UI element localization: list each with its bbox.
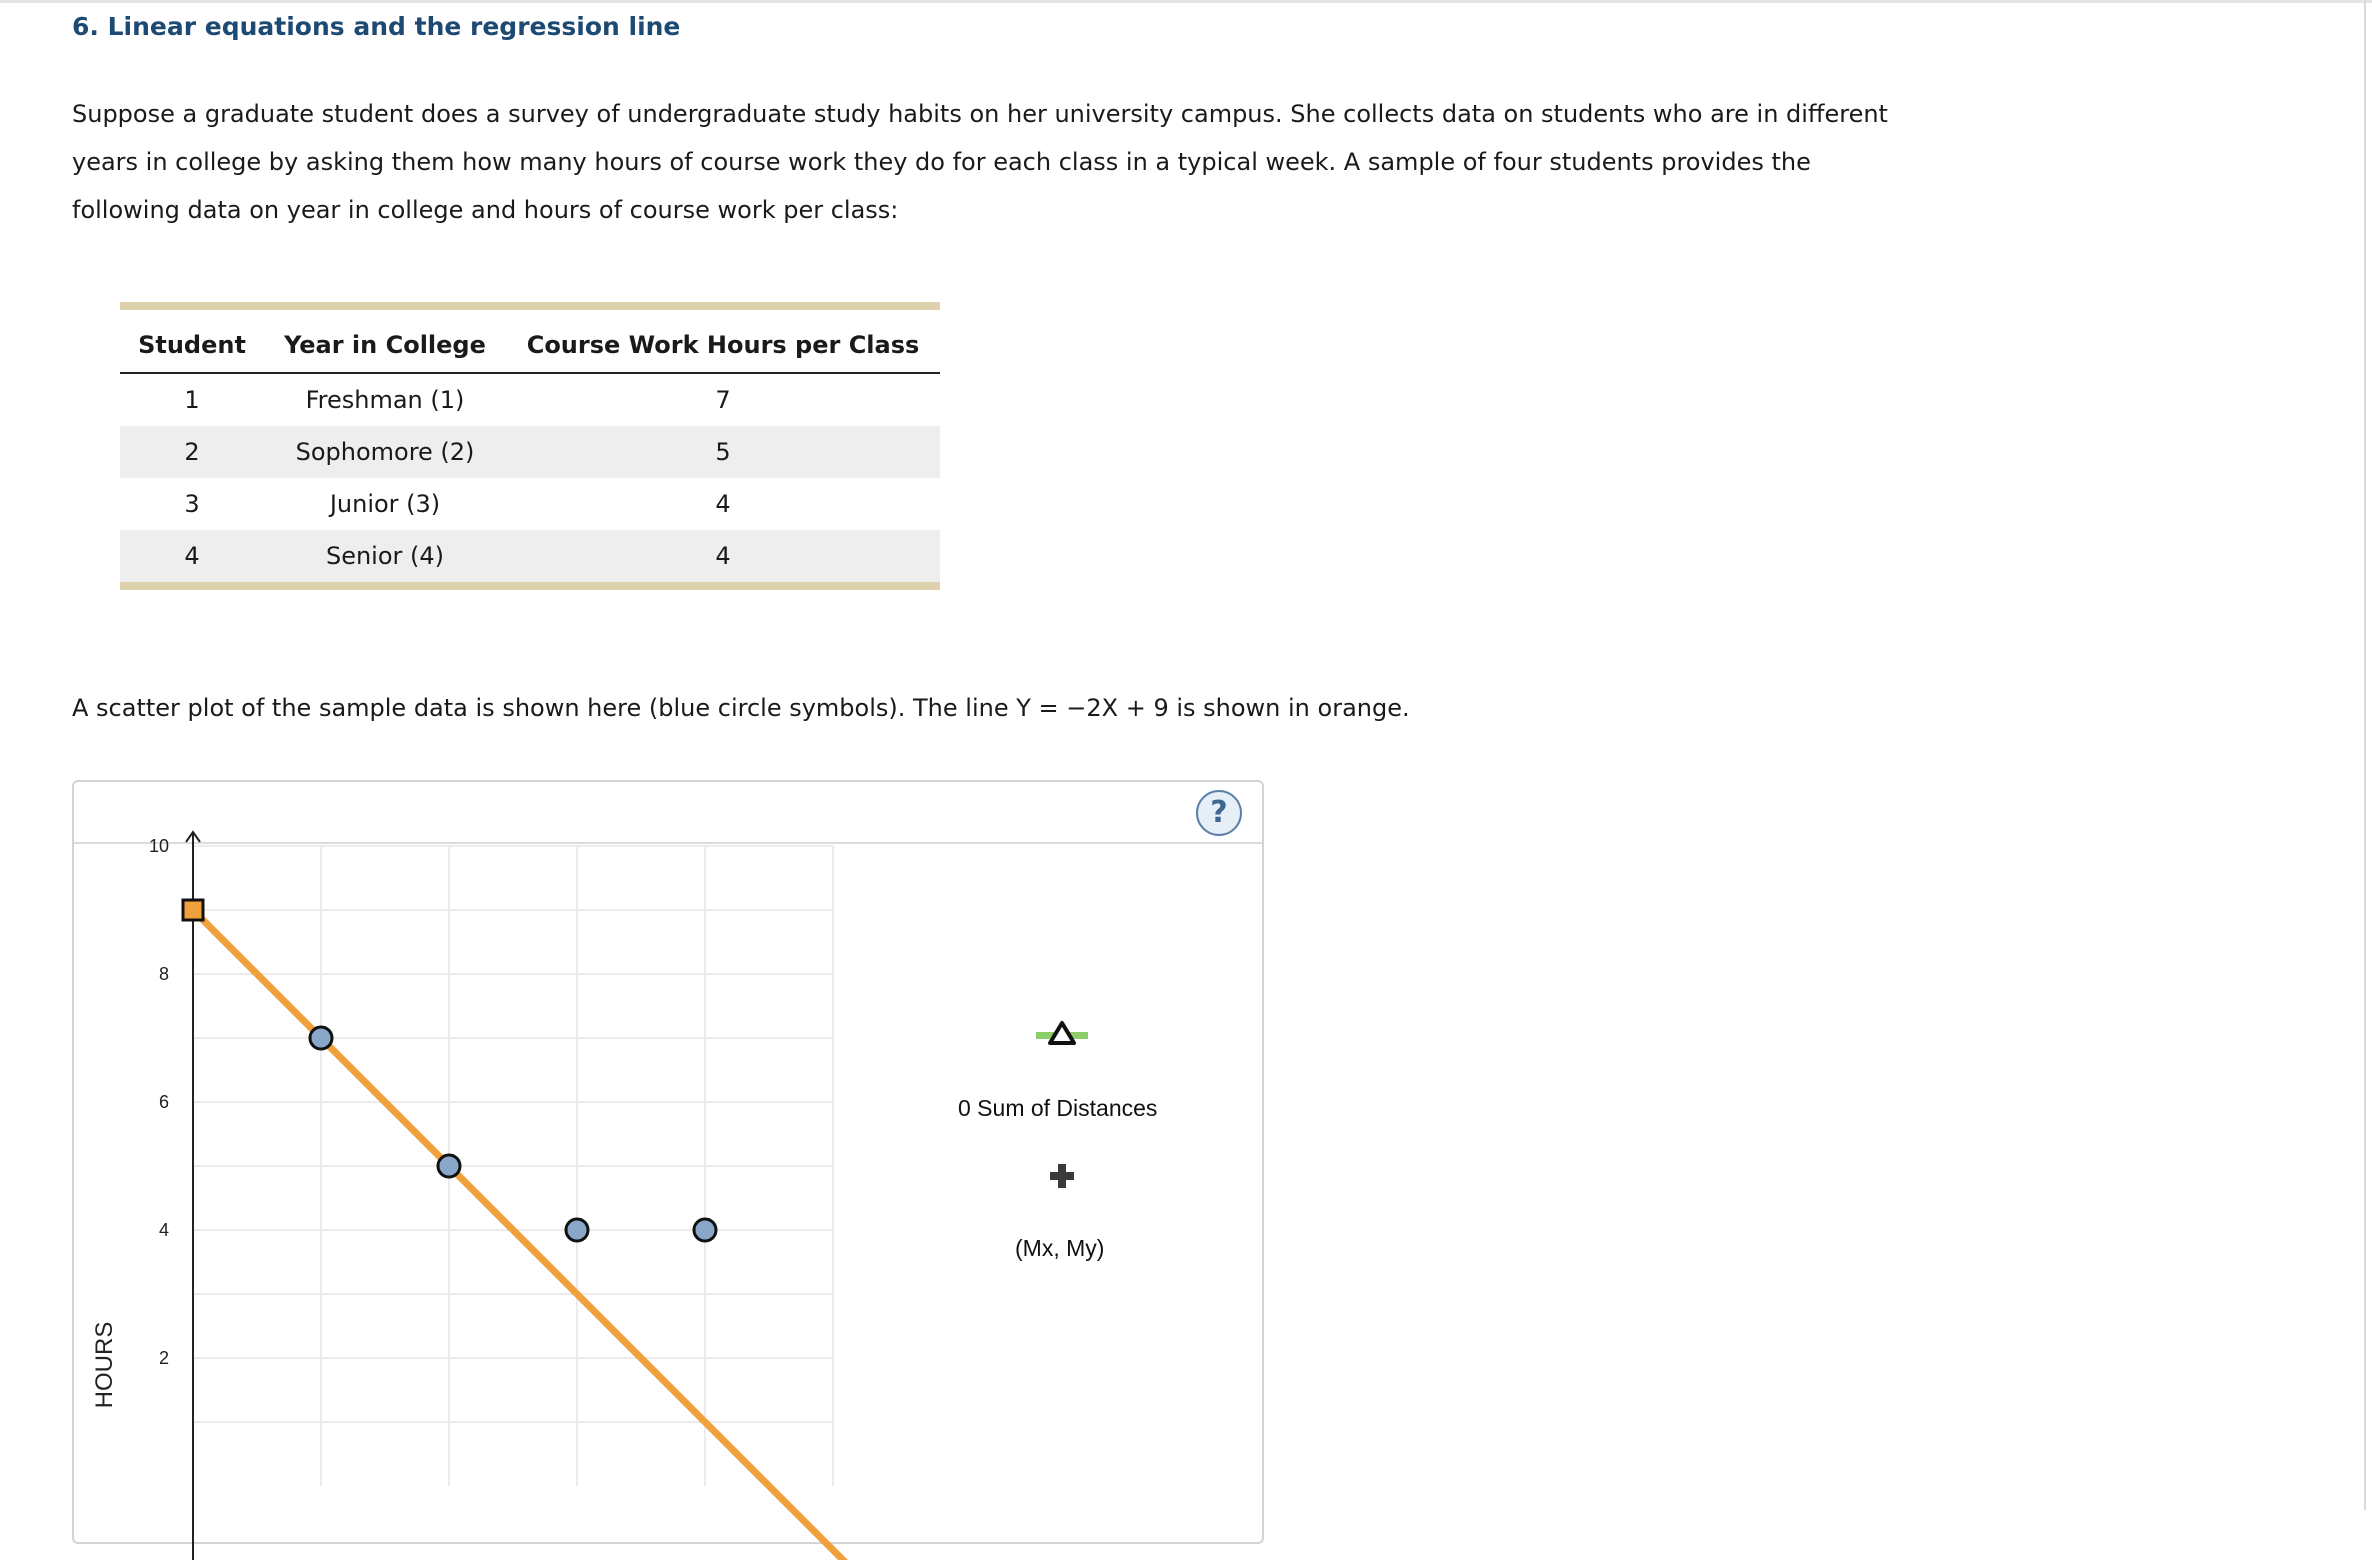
table-row [120, 530, 940, 582]
intro-line-2: years in college by asking them how many hours of course work they do for each class in a typical week. A sample of four students provides the [72, 148, 1811, 176]
table-top-bar [120, 302, 940, 310]
cell-year: Senior (4) [264, 530, 506, 582]
top-divider [0, 0, 2372, 3]
table-row [120, 373, 940, 426]
data-point [566, 1219, 588, 1241]
plus-icon[interactable] [1049, 1163, 1075, 1189]
cell-year: Freshman (1) [305, 386, 465, 414]
regression-line [193, 910, 897, 1560]
cell-student: 2 [120, 426, 264, 478]
y-tick-label: 8 [158, 964, 169, 984]
scatter-description: A scatter plot of the sample data is shown here (blue circle symbols). The line Y = −2X + 9 is shown in orange. [72, 694, 1410, 722]
triangle-icon[interactable] [1034, 1020, 1090, 1048]
header-year: Year in College [264, 310, 506, 373]
scroll-edge [2364, 0, 2366, 1510]
cell-hours: 5 [506, 426, 940, 478]
graph-panel-header [74, 782, 1262, 844]
table-bottom-bar [120, 582, 940, 590]
orange-line-layer [193, 910, 897, 1560]
intercept-handle-layer [183, 900, 203, 920]
y-tick-label: 6 [158, 1092, 169, 1112]
data-point [310, 1027, 332, 1049]
cell-student: 4 [120, 530, 264, 582]
cell-hours: 4 [715, 490, 731, 518]
question-intro [72, 90, 1972, 234]
data-table [120, 302, 940, 590]
y-tick-label: 4 [158, 1220, 169, 1240]
y-axis-label: HOURS [91, 1321, 118, 1409]
help-icon[interactable]: ? [1196, 790, 1242, 836]
data-points [310, 1027, 716, 1241]
cell-student: 3 [184, 490, 200, 518]
cell-hours: 4 [506, 530, 940, 582]
scatter-plot [72, 836, 872, 1560]
intro-line-1: Suppose a graduate student does a survey of undergraduate study habits on her university campus. She collects data on students who are in different [72, 100, 1888, 128]
cell-year: Junior (3) [329, 490, 441, 518]
table-header-row [120, 310, 940, 373]
question-heading: 6. Linear equations and the regression line [72, 12, 681, 41]
cell-year: Sophomore (2) [264, 426, 506, 478]
header-hours: Course Work Hours per Class [506, 310, 940, 373]
cell-hours: 7 [715, 386, 731, 414]
table-row [120, 478, 940, 530]
intercept-handle[interactable] [183, 900, 203, 920]
data-point [694, 1219, 716, 1241]
data-table-grid [120, 310, 940, 582]
sum-of-distances: 0 Sum of Distances [958, 1095, 1158, 1121]
table-row [120, 426, 940, 478]
intro-line-3: following data on year in college and hours of course work per class: [72, 196, 899, 224]
header-student: Student [120, 310, 264, 373]
data-point [438, 1155, 460, 1177]
mean-point-label: (Mx, My) [1015, 1235, 1105, 1261]
cell-student: 1 [184, 386, 200, 414]
y-tick-label: 2 [158, 1348, 169, 1368]
y-tick-label: 10 [148, 836, 169, 856]
